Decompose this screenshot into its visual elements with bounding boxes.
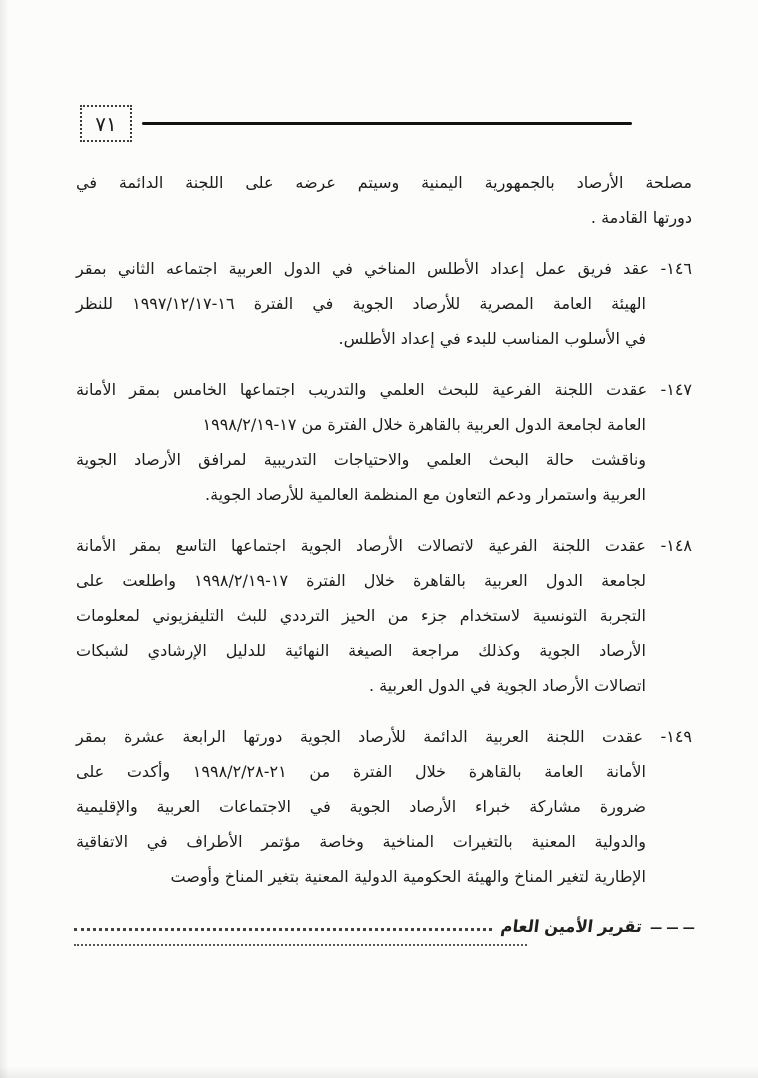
paragraph-item-147 (76, 372, 692, 512)
item-number: ١٤٩- (660, 727, 692, 746)
page-footer (74, 912, 694, 946)
document-body (76, 165, 692, 910)
text-line: التجربة التونسية لاستخدام جزء من الحيز الترددي للبث التليفزيوني لمعلومات (76, 606, 646, 625)
footer-book-title: تقرير الأمين العام (499, 916, 644, 937)
text-line: دورتها القادمة . (590, 208, 692, 227)
scan-edge-artifact (0, 0, 9, 1078)
text-line: مصلحة الأرصاد بالجمهورية اليمنية وسيتم عرضه على اللجنة الدائمة في (76, 173, 692, 192)
text-line (76, 528, 692, 563)
paragraph-item-146 (76, 251, 692, 356)
footer-dashes-decor: ــ ــ ــ (650, 912, 694, 934)
item-number: ١٤٧- (660, 380, 693, 399)
text-line (76, 372, 692, 407)
text-line (76, 719, 692, 754)
item-number: ١٤٦- (660, 259, 692, 278)
text-line: اتصالات الأرصاد الجوية في الدول العربية . (368, 676, 646, 695)
page-number-box (80, 105, 132, 142)
text-line: الأمانة العامة بالقاهرة خلال الفترة من ٢١-١٩٩٨/٢/٢٨ وأكدت على (76, 762, 646, 781)
text-line: الهيئة العامة المصرية للأرصاد الجوية في الفترة ١٦-١٩٩٧/١٢/١٧ للنظر (76, 294, 646, 313)
text-line: العربية واستمرار ودعم التعاون مع المنظمة العالمية للأرصاد الجوية. (205, 485, 646, 504)
text-line: وناقشت حالة البحث العلمي والاحتياجات التدريبية لمرافق الأرصاد الجوية (76, 450, 646, 469)
text-line: العامة لجامعة الدول العربية بالقاهرة خلال الفترة من ١٧-١٩٩٨/٢/١٩ (202, 415, 646, 434)
text-line: لجامعة الدول العربية بالقاهرة خلال الفترة ١٧-١٩٩٨/٢/١٩ واطلعت على (76, 571, 647, 590)
page-number: ٧١ (95, 111, 117, 136)
line-text: عقدت اللجنة العربية الدائمة للأرصاد الجوية دورتها الرابعة عشرة بمقر (76, 727, 644, 746)
text-line: في الأسلوب المناسب للبدء في إعداد الأطلس. (338, 329, 646, 348)
footer-dotted-rule (74, 944, 527, 946)
line-text: عقدت اللجنة الفرعية لاتصالات الأرصاد الجوية اجتماعها التاسع بمقر الأمانة (76, 536, 646, 555)
scan-edge-artifact (0, 1066, 758, 1078)
line-text: عقدت اللجنة الفرعية للبحث العلمي والتدريب اجتماعها الخامس بمقر الأمانة (76, 380, 648, 399)
item-number: ١٤٨- (660, 536, 693, 555)
footer-title-row (74, 912, 694, 937)
header-rule (142, 122, 632, 125)
paragraph-item-148 (76, 528, 692, 703)
text-line: ضرورة مشاركة خبراء الأرصاد الجوية في الاجتماعات العربية والإقليمية (76, 797, 646, 816)
text-line (76, 251, 692, 286)
footer-dotted-leader (74, 928, 492, 931)
line-text: عقد فريق عمل إعداد الأطلس المناخي في الدول العربية اجتماعه الثاني بمقر (76, 259, 650, 278)
paragraph-continuation (76, 165, 692, 235)
paragraph-item-149 (76, 719, 692, 894)
text-line: الأرصاد الجوية وكذلك مراجعة الصيغة النهائية للدليل الإرشادي لشبكات (76, 641, 646, 660)
text-line: والدولية المعنية بالتغيرات المناخية وخاصة مؤتمر الأطراف في الاتفاقية (76, 832, 646, 851)
text-line: الإطارية لتغير المناخ والهيئة الحكومية الدولية المعنية بتغير المناخ وأوصت (170, 867, 646, 886)
